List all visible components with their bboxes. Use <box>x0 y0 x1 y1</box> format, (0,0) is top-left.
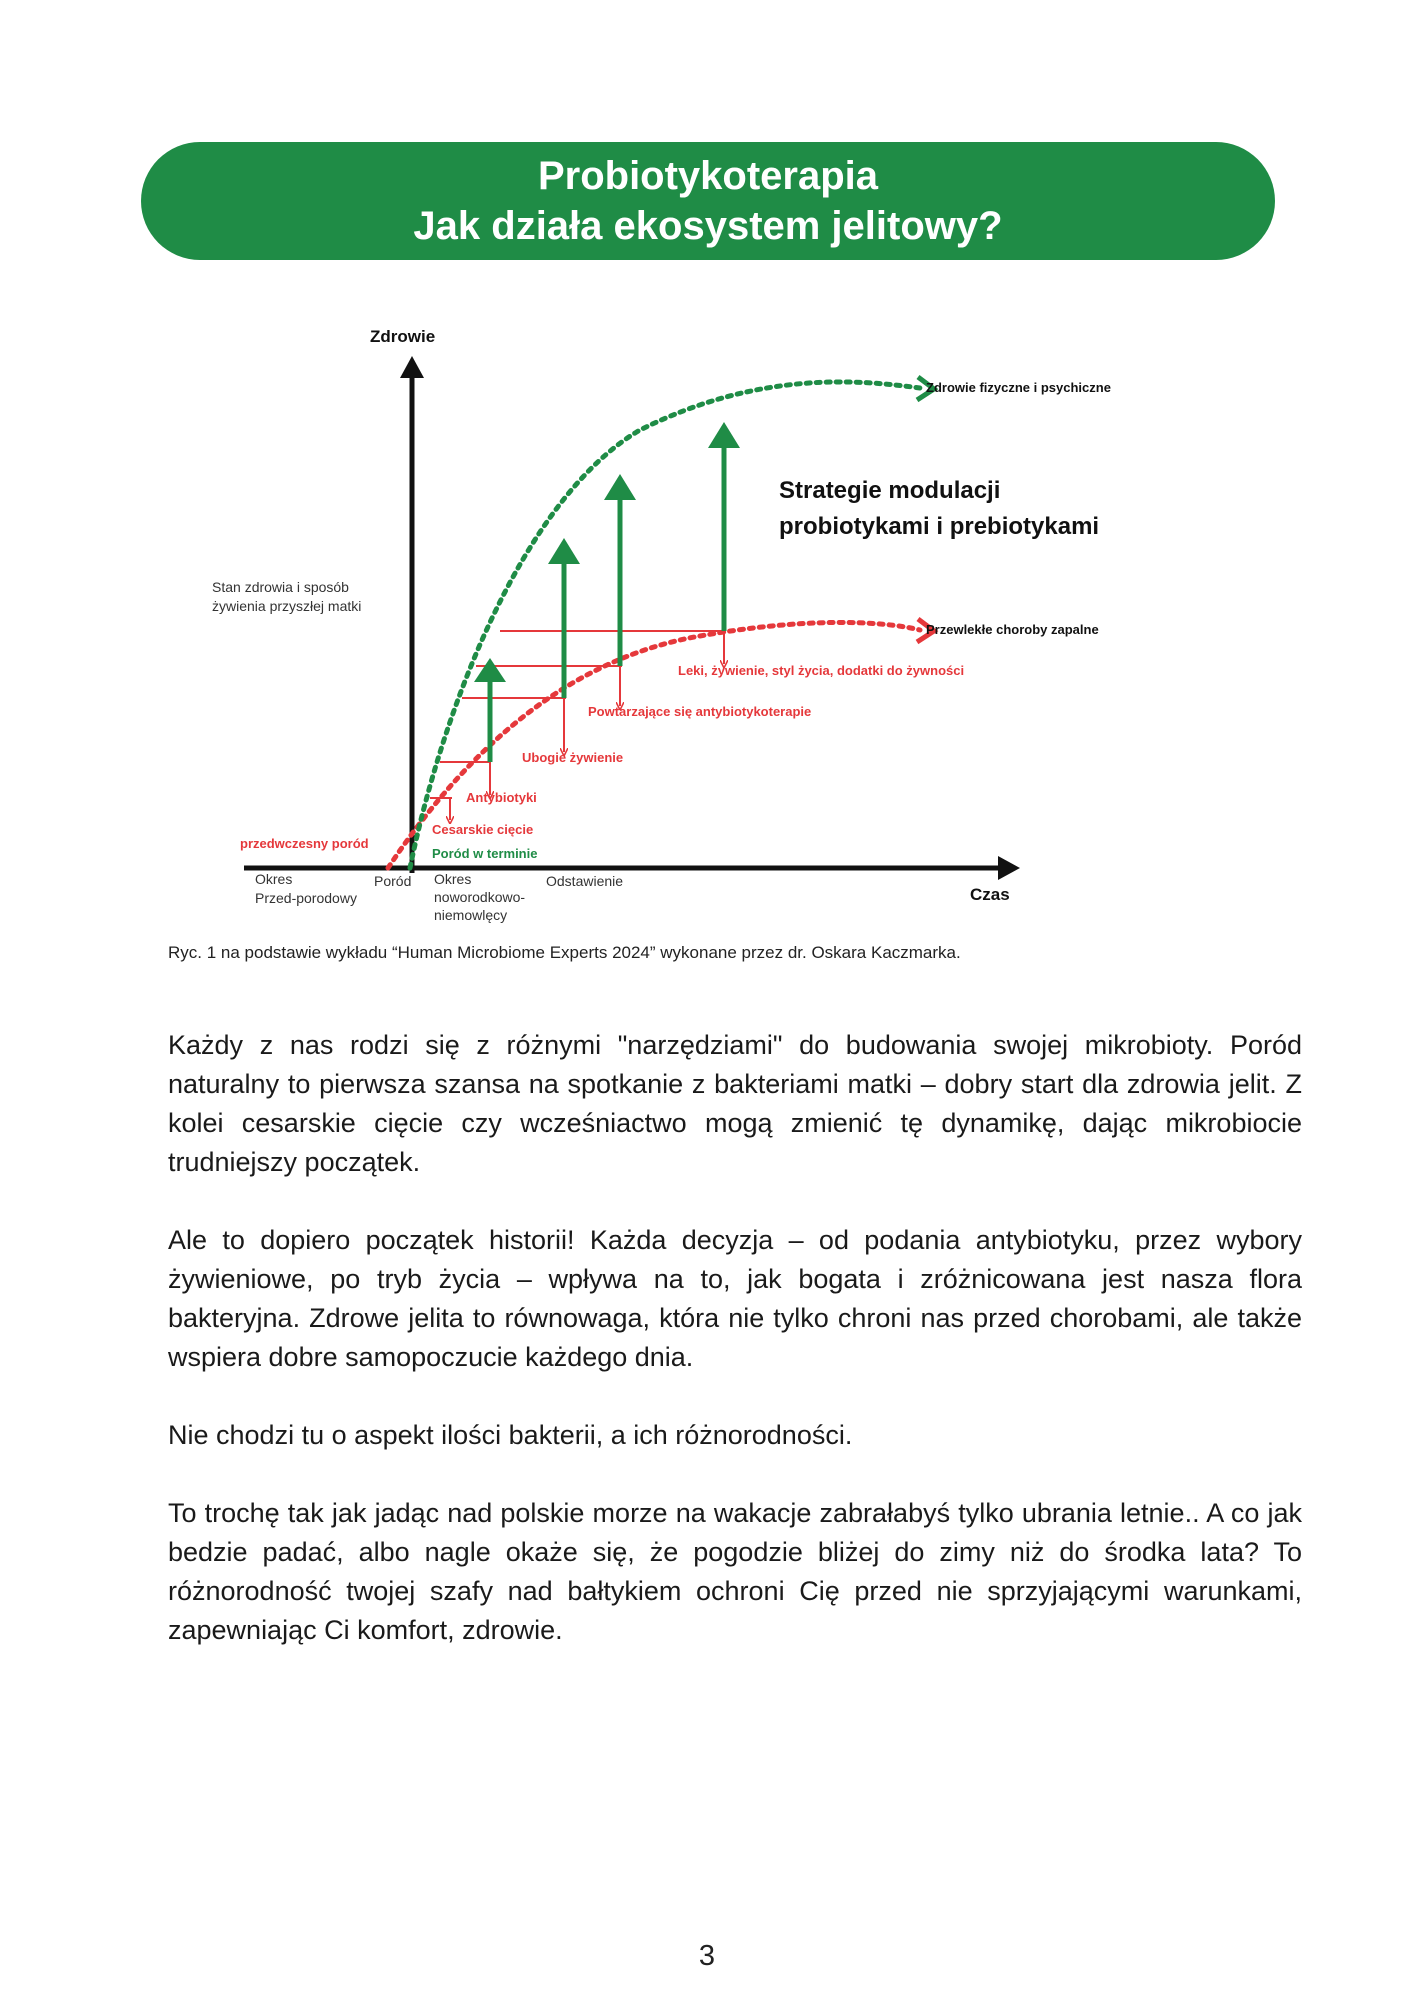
green-arrow-4-head <box>708 422 740 448</box>
green-arrow-3-head <box>604 474 636 500</box>
strategy-title-line-1: Strategie modulacji <box>779 477 1001 504</box>
factor-poor-diet: Ubogie żywienie <box>522 750 624 765</box>
factor-antibiotic-therapy: Powtarzające się antybiotykoterapie <box>588 704 812 719</box>
paragraph-diversity: Nie chodzi tu o aspekt ilości bakterii, a ich różnorodności. <box>168 1420 853 1450</box>
factor-lifestyle: Leki, żywienie, styl życia, dodatki do żywności <box>678 663 965 678</box>
preterm-birth-label: przedwczesny poród <box>240 836 369 851</box>
term-birth-label: Poród w terminie <box>432 846 538 861</box>
green-arrow-1-head <box>474 658 506 682</box>
paragraph-decisions: Ale to dopiero początek historii! Każda decyzja – od podania antybiotyku, przez wybory żywieniowe, po tryb życia – wpływa na to, jak bogata i zróżnicowana jest nasza flora bakteryjna. Zdrowe jelita to równowaga, która nie tylko chroni nas przed chorobami, ale także wspiera dobre samopoczucie każdego dnia. <box>168 1225 1302 1372</box>
mother-note-line-2: żywienia przyszłej matki <box>212 598 362 614</box>
title-banner <box>141 142 1275 260</box>
timeline-neonatal-line-2: noworodkowo- <box>434 889 526 905</box>
timeline-prenatal-line-1: Okres <box>255 871 293 887</box>
figure-caption: Ryc. 1 na podstawie wykładu “Human Microbiome Experts 2024” wykonane przez dr. Oskara Kaczmarka. <box>168 943 961 962</box>
factor-antibiotics: Antybiotyki <box>466 790 537 805</box>
y-axis-arrowhead <box>400 356 424 378</box>
page-number: 3 <box>698 1940 716 1972</box>
timeline-birth: Poród <box>374 873 412 889</box>
timeline-neonatal-line-3: niemowlęcy <box>434 907 508 923</box>
factor-csection: Cesarskie cięcie <box>432 822 534 837</box>
title-line-1: Probiotykoterapia <box>537 154 879 198</box>
title-line-2: Jak działa ekosystem jelitowy? <box>413 204 1003 248</box>
green-curve-label: Zdrowie fizyczne i psychiczne <box>926 380 1111 395</box>
timeline-prenatal-line-2: Przed-porodowy <box>255 890 357 906</box>
timeline-neonatal-line-1: Okres <box>434 871 472 887</box>
strategy-title-line-2: probiotykami i prebiotykami <box>779 513 1100 540</box>
microbiome-diagram <box>0 300 1414 930</box>
x-axis-label: Czas <box>970 885 1010 904</box>
paragraph-wardrobe-analogy: To trochę tak jak jadąc nad polskie morze na wakacje zabrałabyś tylko ubrania letnie.. A co jak bedzie padać, albo nagle okaże się, że pogodzie bliżej do zimy niż do środka lata? To różnorodność twojej szafy nad bałtykiem ochroni Cię przed nie sprzyjającymi warunkami, zapewniając Ci komfort, zdrowie. <box>168 1498 1302 1645</box>
paragraph-birth-tools: Każdy z nas rodzi się z różnymi "narzędziami" do budowania swojej mikrobioty. Poród naturalny to pierwsza szansa na spotkanie z bakteriami matki – dobry start dla zdrowia jelit. Z kolei cesarskie cięcie czy wcześniactwo mogą zmienić tę dynamikę, dając mikrobiocie trudniejszy początek. <box>168 1030 1302 1177</box>
mother-note-line-1: Stan zdrowia i sposób <box>212 579 349 595</box>
red-curve-label: Przewlekłe choroby zapalne <box>926 622 1099 637</box>
y-axis-label: Zdrowie <box>370 327 436 346</box>
green-arrow-2-head <box>548 538 580 564</box>
x-axis-arrowhead <box>998 856 1020 880</box>
timeline-weaning: Odstawienie <box>546 873 624 889</box>
